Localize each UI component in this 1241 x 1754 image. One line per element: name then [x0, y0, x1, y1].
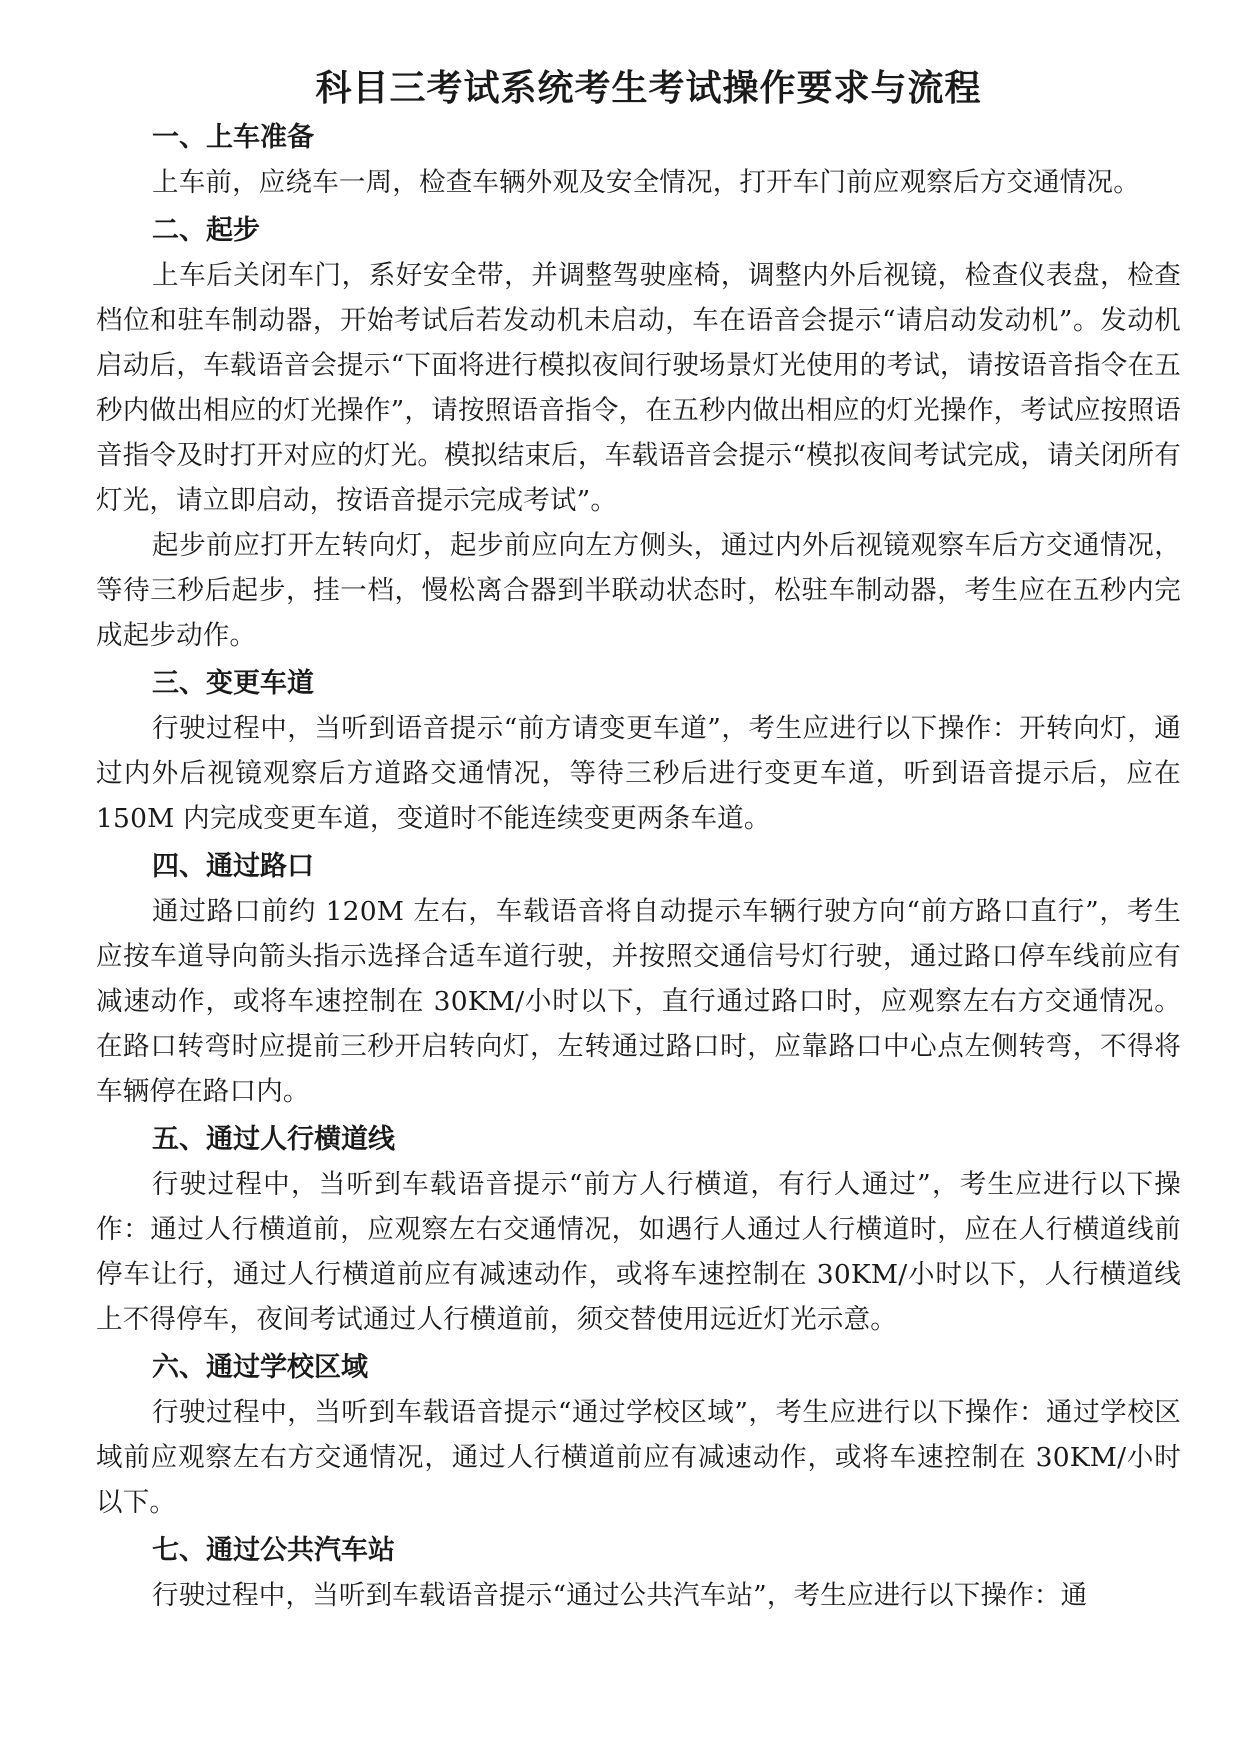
paragraph: 通过路口前约 120M 左右，车载语音将自动提示车辆行驶方向“前方路口直行”，考生应按车道导向箭头指示选择合适车道行驶，并按照交通信号灯行驶，通过路口停车线前应有减速动作，或将车速控制在 30KM/小时以下，直行通过路口时，应观察左右方交通情况。在路口转弯时应提前三秒开启转向灯，左转通过路口时，应靠路口中心点左侧转弯，不得将车辆停在路口内。: [96, 896, 1181, 1107]
section-heading: 五、通过人行横道线: [152, 1124, 395, 1155]
paragraph: 行驶过程中，当听到语音提示“前方请变更车道”，考生应进行以下操作：开转向灯，通过内外后视镜观察后方道路交通情况，等待三秒后进行变更车道，听到语音提示后，应在 150M 内完成变更车道，变道时不能连续变更两条车道。: [96, 713, 1181, 834]
section-heading: 六、通过学校区域: [152, 1352, 368, 1383]
section-intersection: [96, 849, 1181, 1114]
section-heading: 二、起步: [152, 215, 260, 246]
section-bus-stop: [96, 1533, 1181, 1618]
section-starting: [96, 213, 1181, 658]
document-title: 科目三考试系统考生考试操作要求与流程: [315, 67, 982, 109]
section-heading: 七、通过公共汽车站: [152, 1535, 395, 1566]
section-heading: 四、通过路口: [152, 851, 314, 882]
document-page: [96, 64, 1181, 1618]
section-heading: 三、变更车道: [152, 668, 314, 699]
section-school-zone: [96, 1350, 1181, 1525]
paragraph: 行驶过程中，当听到车载语音提示“通过公共汽车站”，考生应进行以下操作：通: [152, 1580, 1088, 1611]
section-boarding-preparation: [96, 120, 1181, 205]
paragraph: 起步前应打开左转向灯，起步前应向左方侧头，通过内外后视镜观察车后方交通情况，等待三秒后起步，挂一档，慢松离合器到半联动状态时，松驻车制动器，考生应在五秒内完成起步动作。: [96, 530, 1181, 651]
paragraph: 行驶过程中，当听到车载语音提示“通过学校区域”，考生应进行以下操作：通过学校区域前应观察左右方交通情况，通过人行横道前应有减速动作，或将车速控制在 30KM/小时以下。: [96, 1397, 1181, 1518]
section-lane-change: [96, 666, 1181, 841]
paragraph: 行驶过程中，当听到车载语音提示“前方人行横道，有行人通过”，考生应进行以下操作：通过人行横道前，应观察左右交通情况，如遇行人通过人行横道时，应在人行横道线前停车让行，通过人行横道前应有减速动作，或将车速控制在 30KM/小时以下，人行横道线上不得停车，夜间考试通过人行横道前，须交替使用远近灯光示意。: [96, 1169, 1181, 1335]
section-heading: 一、上车准备: [152, 122, 314, 153]
section-crosswalk: [96, 1122, 1181, 1342]
paragraph: 上车前，应绕车一周，检查车辆外观及安全情况，打开车门前应观察后方交通情况。: [152, 167, 1140, 198]
paragraph: 上车后关闭车门，系好安全带，并调整驾驶座椅，调整内外后视镜，检查仪表盘，检查档位和驻车制动器，开始考试后若发动机未启动，车在语音会提示“请启动发动机”。发动机启动后，车载语音会提示“下面将进行模拟夜间行驶场景灯光使用的考试，请按语音指令在五秒内做出相应的灯光操作”，请按照语音指令，在五秒内做出相应的灯光操作，考试应按照语音指令及时打开对应的灯光。模拟结束后，车载语音会提示“模拟夜间考试完成，请关闭所有灯光，请立即启动，按语音提示完成考试”。: [96, 260, 1181, 516]
